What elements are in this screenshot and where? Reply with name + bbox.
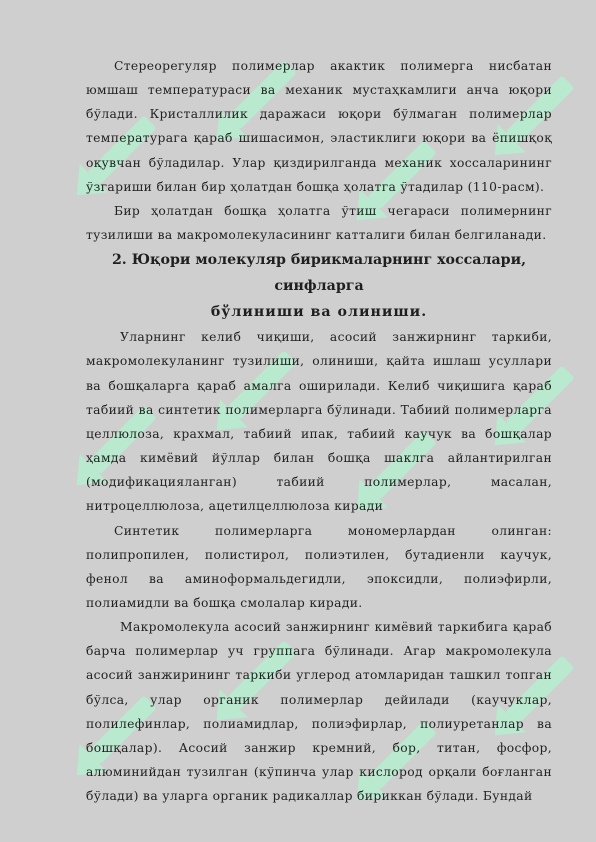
section-heading-line: 2. Юқори молекуляр бирикмаларнинг хоссалари, синфларга (111, 252, 527, 295)
paragraph: Стереорегуляр полимерлар акактик полимерга нисбатан юмшаш температураси ва механик мустаҳкамлиги анча юқори бўлади. Кристаллилик даражаси юқори бўлмаган полимерлар температурага қараб шишасимон, эластиклиги юқори ва ёпишқоқ оқувчан бўладилар. Улар қиздирилганда механик хоссаларининг ўзгариши билан бир ҳолатдан бошқа ҳолатга ўтадилар (110-расм). (86, 59, 552, 194)
paragraph: Макромолекула асосий занжирнинг кимёвий таркибига қараб барча полимерлар уч группага бўлинади. Агар макромолекула асосий занжирининг таркиби углерод атомларидан ташкил топган бўлса, улар органик полимерлар дейилади (каучуклар, полилефинлар, полиамидлар, полиэфирлар, полиуретанлар ва бошқалар). Асосий занжир кремний, бор, титан, фосфор, алюминийдан тузилган (кўпинча улар кислород орқали боғланган бўлади) ва уларга органик радикаллар бириккан бўлади. Бундай (86, 620, 552, 804)
paragraph: Уларнинг келиб чиқиши, асосий занжирнинг таркиби, макромолекуланинг тузилиши, олиниши, қайта ишлаш усуллари ва бошқаларга қараб амалга оширилади. Келиб чиқишига қараб табиий ва синтетик полимерларга бўлинади. Табиий полимерларга целлюлоза, крахмал, табиий ипак, табиий каучук ва бошқалар ҳамда кимёвий йўллар билан бошқа шаклга айлантирилган (модификацияланган) табиий полимерлар, масалан, нитроцеллюлоза, ацетилцеллюлоза киради (86, 330, 552, 514)
document-body (86, 54, 552, 808)
section-heading (86, 247, 552, 325)
section-heading-line: бўлиниши ва олиниши. (210, 304, 428, 321)
paragraph: Синтетик полимерларга мономерлардан олинган: полипропилен, полистирол, полиэтилен, бутадиенли каучук, фенол ва аминоформальдегидли, эпоксидли, полиэфирли, полиамидли ва бошқа смолалар киради. (86, 523, 552, 610)
paragraph: Бир ҳолатдан бошқа ҳолатга ўтиш чегараси полимернинг тузилиши ва макромолекуласининг катталиги билан белгиланади. (86, 203, 552, 243)
